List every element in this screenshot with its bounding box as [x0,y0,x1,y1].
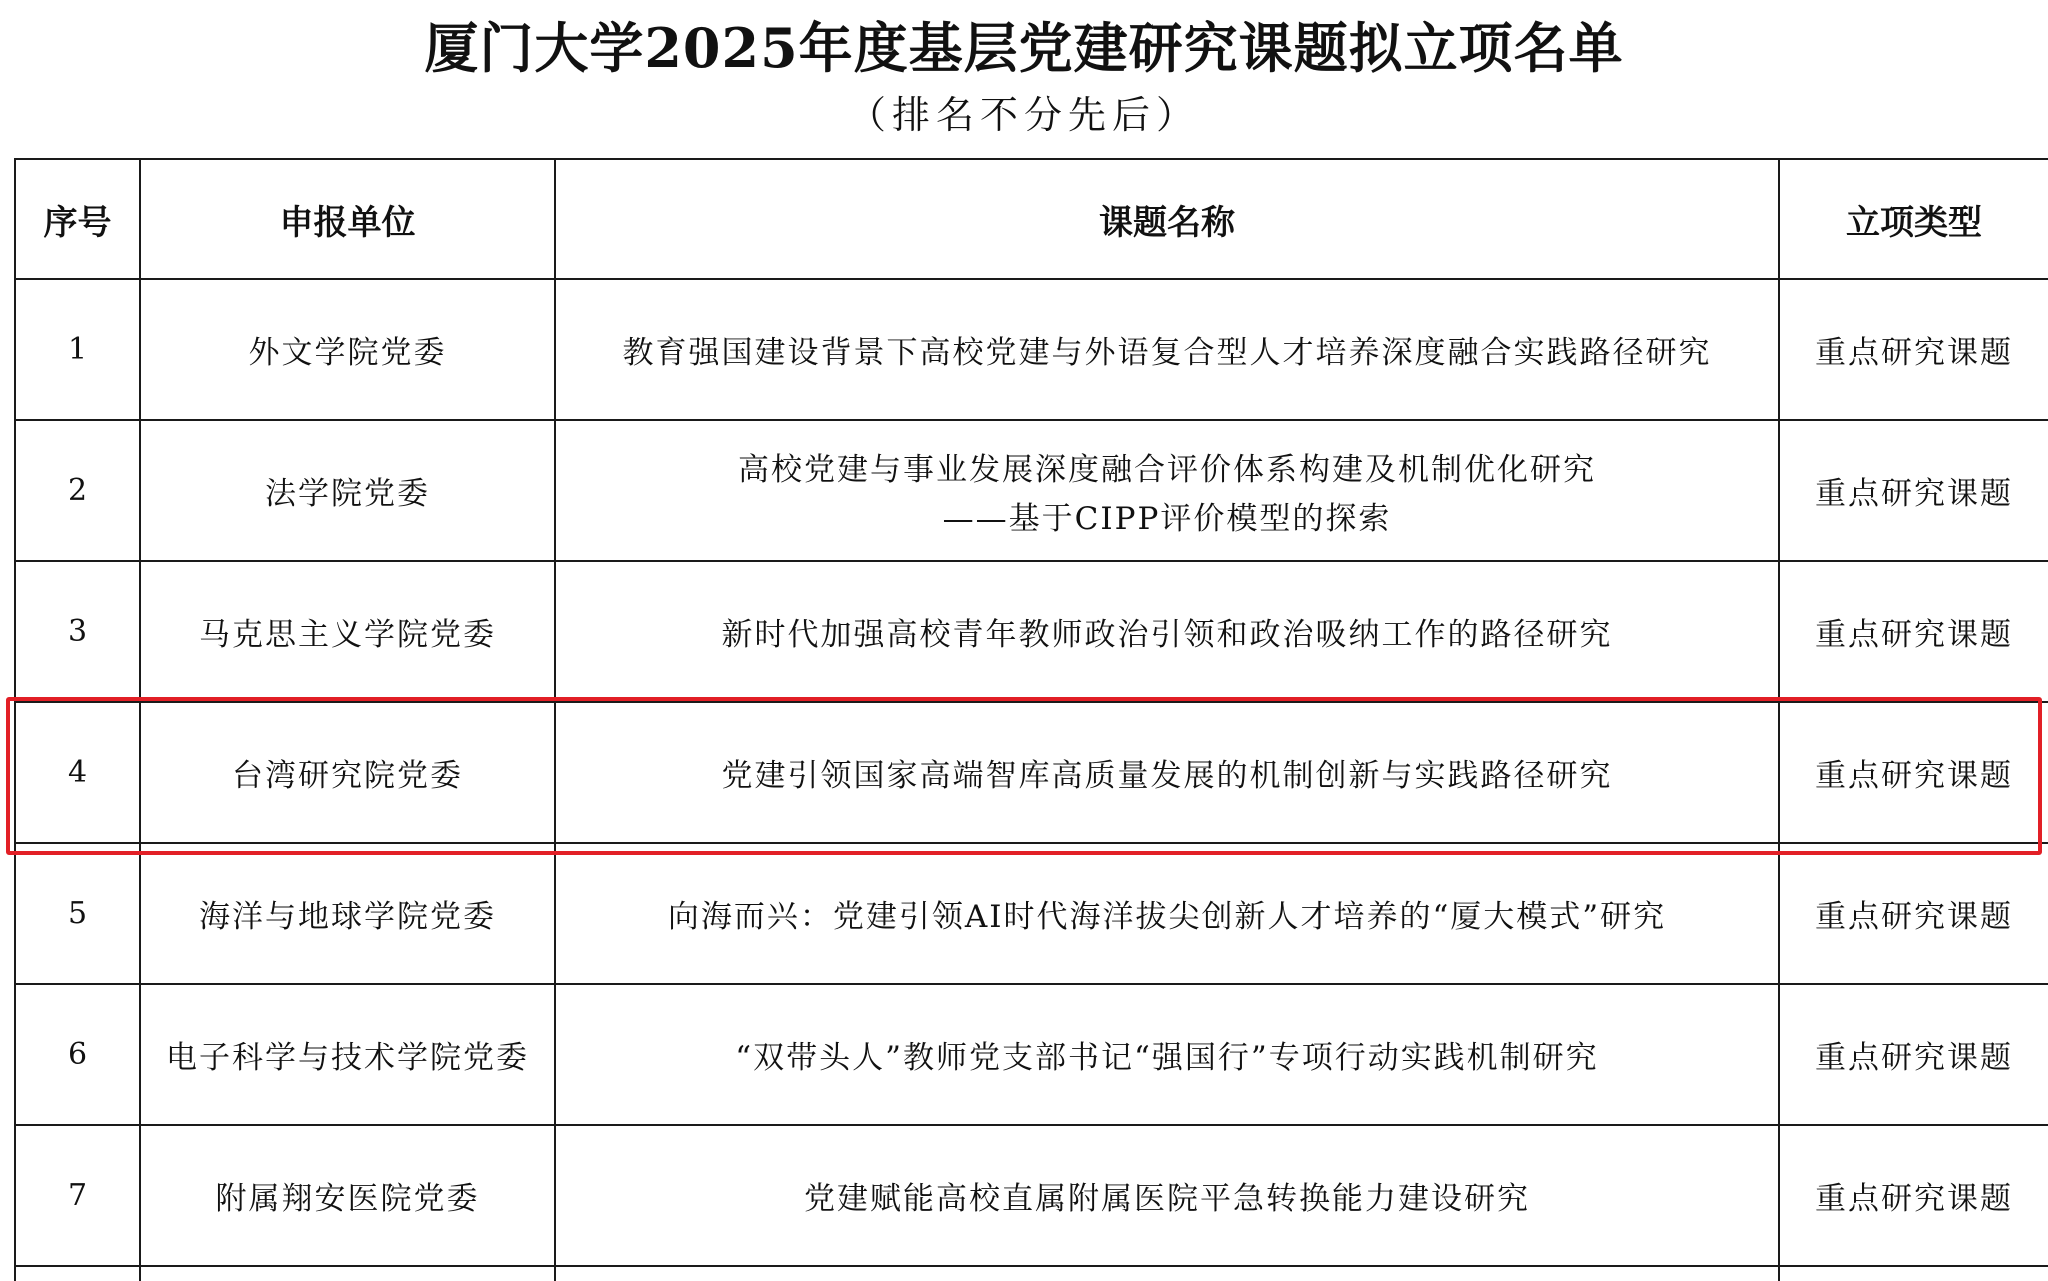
cell-no: 6 [15,984,140,1125]
cell-topic: 教育强国建设背景下高校党建与外语复合型人才培养深度融合实践路径研究 [555,279,1779,420]
table-row-highlighted [15,702,2048,843]
cell-empty [15,1266,140,1281]
cell-no: 4 [15,702,140,843]
cell-type: 重点研究课题 [1779,561,2048,702]
cell-type: 重点研究课题 [1779,702,2048,843]
cell-unit: 电子科学与技术学院党委 [140,984,555,1125]
cell-topic: 向海而兴：党建引领AI时代海洋拔尖创新人才培养的“厦大模式”研究 [555,843,1779,984]
table-row [15,279,2048,420]
cell-empty [140,1266,555,1281]
header-topic: 课题名称 [555,159,1779,279]
cell-unit: 台湾研究院党委 [140,702,555,843]
topic-main-line: 高校党建与事业发展深度融合评价体系构建及机制优化研究 [738,451,1596,488]
cell-type: 重点研究课题 [1779,984,2048,1125]
cell-type: 重点研究课题 [1779,420,2048,561]
cell-no: 5 [15,843,140,984]
header-no: 序号 [15,159,140,279]
cell-no: 2 [15,420,140,561]
cell-no: 3 [15,561,140,702]
table-row [15,1125,2048,1266]
cell-topic: 党建赋能高校直属附属医院平急转换能力建设研究 [555,1125,1779,1266]
topic-sub-line: ——基于CIPP评价模型的探索 [942,500,1392,537]
cell-unit: 海洋与地球学院党委 [140,843,555,984]
cell-topic: “双带头人”教师党支部书记“强国行”专项行动实践机制研究 [555,984,1779,1125]
cell-no: 7 [15,1125,140,1266]
project-list-table [14,158,2048,1281]
table-row [15,561,2048,702]
cell-empty [555,1266,1779,1281]
cell-topic: 新时代加强高校青年教师政治引领和政治吸纳工作的路径研究 [555,561,1779,702]
cell-unit: 外文学院党委 [140,279,555,420]
table-row [15,843,2048,984]
cell-empty [1779,1266,2048,1281]
cell-type: 重点研究课题 [1779,279,2048,420]
cell-topic [555,420,1779,561]
cell-unit: 马克思主义学院党委 [140,561,555,702]
table-row [15,984,2048,1125]
header-type: 立项类型 [1779,159,2048,279]
document-subtitle: （排名不分先后） [847,93,1200,137]
cell-no: 1 [15,279,140,420]
header-unit: 申报单位 [140,159,555,279]
cell-unit: 附属翔安医院党委 [140,1125,555,1266]
cell-type: 重点研究课题 [1779,1125,2048,1266]
table-row [15,420,2048,561]
cell-topic: 党建引领国家高端智库高质量发展的机制创新与实践路径研究 [555,702,1779,843]
document-title: 厦门大学2025年度基层党建研究课题拟立项名单 [424,16,1624,80]
cell-type: 重点研究课题 [1779,843,2048,984]
cell-unit: 法学院党委 [140,420,555,561]
table-row-cut-off [15,1266,2048,1281]
table-header-row [15,159,2048,279]
